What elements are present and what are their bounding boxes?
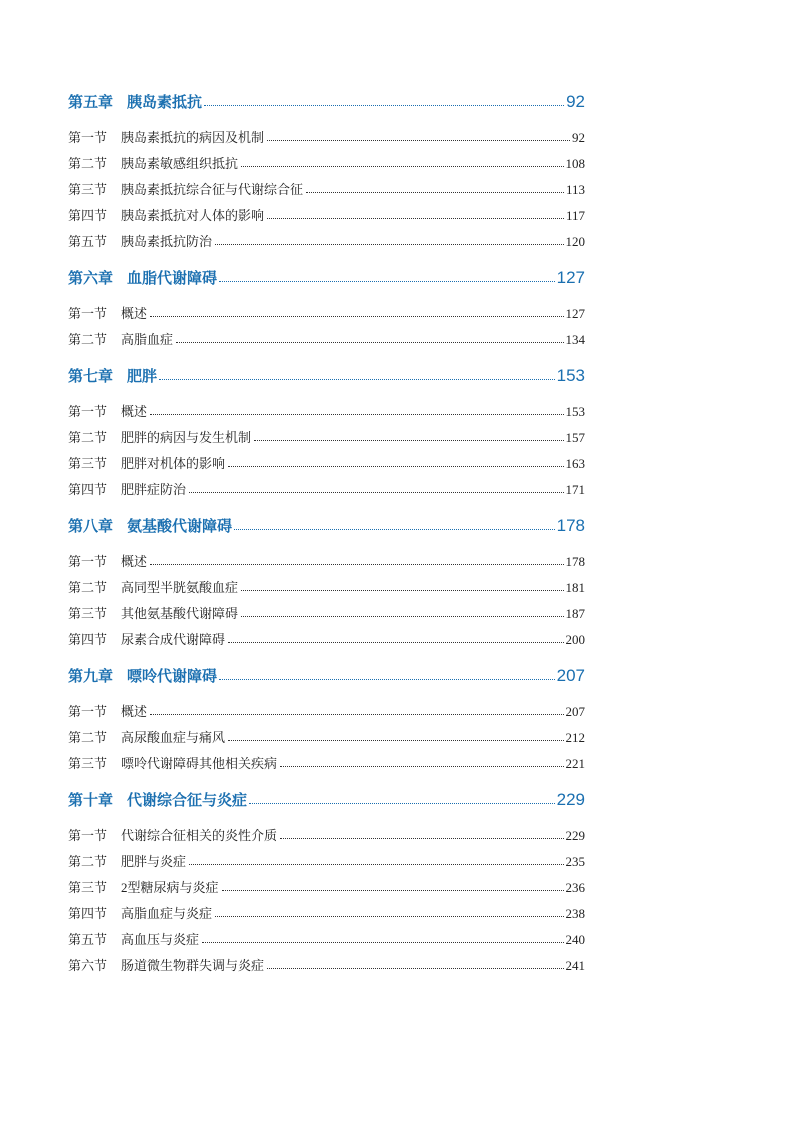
section-title: 代谢综合征相关的炎性介质 [121, 828, 278, 843]
section-page-number: 200 [565, 632, 585, 647]
dot-leader [267, 968, 563, 969]
section-number: 第一节 [68, 554, 108, 569]
dot-leader [228, 740, 563, 741]
chapter-title: 血脂代谢障碍 [127, 270, 218, 287]
section-page-number: 236 [565, 880, 585, 895]
section-entry[interactable] [68, 596, 585, 622]
section-entry[interactable] [68, 948, 585, 974]
section-page-number: 117 [565, 208, 585, 223]
dot-leader [280, 766, 563, 767]
section-entry[interactable] [68, 720, 585, 746]
section-page-number: 221 [565, 756, 585, 771]
section-entry[interactable] [68, 622, 585, 648]
dot-leader [189, 864, 563, 865]
section-entry[interactable] [68, 896, 585, 922]
section-entry[interactable] [68, 146, 585, 172]
dot-leader [150, 414, 563, 415]
section-number: 第二节 [68, 430, 108, 445]
dot-leader [249, 803, 555, 804]
section-page-number: 163 [565, 456, 585, 471]
chapter-block [68, 660, 585, 772]
section-number: 第一节 [68, 130, 108, 145]
section-title: 胰岛素抵抗的病因及机制 [121, 130, 265, 145]
dot-leader [150, 714, 563, 715]
dot-leader [267, 218, 564, 219]
dot-leader [219, 679, 555, 680]
section-entry[interactable] [68, 922, 585, 948]
dot-leader [215, 916, 563, 917]
section-entry[interactable] [68, 746, 585, 772]
dot-leader [215, 244, 563, 245]
section-page-number: 92 [572, 130, 585, 145]
section-page-number: 235 [565, 854, 585, 869]
section-number: 第四节 [68, 208, 108, 223]
section-page-number: 108 [565, 156, 585, 171]
section-title: 概述 [121, 306, 148, 321]
chapter-title: 胰岛素抵抗 [127, 94, 203, 111]
chapter-heading[interactable] [68, 784, 585, 810]
section-title: 概述 [121, 554, 148, 569]
chapter-title: 肥胖 [127, 368, 158, 385]
chapter-number: 第十章 [68, 792, 114, 809]
section-title: 尿素合成代谢障碍 [121, 632, 226, 647]
section-number: 第二节 [68, 332, 108, 347]
section-number: 第二节 [68, 580, 108, 595]
section-title: 肥胖对机体的影响 [121, 456, 226, 471]
chapter-heading[interactable] [68, 510, 585, 536]
chapter-number: 第七章 [68, 368, 114, 385]
section-entry[interactable] [68, 870, 585, 896]
section-entry[interactable] [68, 844, 585, 870]
section-page-number: 238 [565, 906, 585, 921]
chapter-page-number: 229 [556, 790, 585, 809]
section-title: 肥胖症防治 [121, 482, 187, 497]
dot-leader [228, 642, 563, 643]
section-page-number: 113 [565, 182, 585, 197]
section-number: 第二节 [68, 156, 108, 171]
section-entry[interactable] [68, 420, 585, 446]
section-title: 高同型半胱氨酸血症 [121, 580, 239, 595]
dot-leader [241, 616, 563, 617]
section-page-number: 240 [565, 932, 585, 947]
dot-leader [241, 166, 563, 167]
section-entry[interactable] [68, 818, 585, 844]
section-page-number: 207 [565, 704, 585, 719]
chapter-title: 代谢综合征与炎症 [127, 792, 248, 809]
chapter-heading[interactable] [68, 360, 585, 386]
table-of-contents [68, 86, 585, 986]
section-entry[interactable] [68, 570, 585, 596]
section-number: 第三节 [68, 456, 108, 471]
chapter-title: 嘌呤代谢障碍 [127, 668, 218, 685]
section-entry[interactable] [68, 694, 585, 720]
chapter-page-number: 178 [556, 516, 585, 535]
section-number: 第三节 [68, 880, 108, 895]
section-title: 胰岛素抵抗对人体的影响 [121, 208, 265, 223]
section-page-number: 157 [565, 430, 585, 445]
section-entry[interactable] [68, 120, 585, 146]
dot-leader [254, 440, 563, 441]
dot-leader [234, 529, 555, 530]
section-title: 高脂血症与炎症 [121, 906, 213, 921]
section-number: 第四节 [68, 482, 108, 497]
section-title: 肥胖与炎症 [121, 854, 187, 869]
section-page-number: 127 [565, 306, 585, 321]
dot-leader [306, 192, 564, 193]
section-title: 胰岛素敏感组织抵抗 [121, 156, 239, 171]
chapter-heading[interactable] [68, 660, 585, 686]
chapter-page-number: 127 [556, 268, 585, 287]
dot-leader [150, 316, 563, 317]
dot-leader [189, 492, 563, 493]
section-number: 第一节 [68, 704, 108, 719]
section-page-number: 212 [565, 730, 585, 745]
dot-leader [204, 105, 564, 106]
section-entry[interactable] [68, 472, 585, 498]
chapter-number: 第九章 [68, 668, 114, 685]
chapter-block [68, 86, 585, 250]
chapter-heading[interactable] [68, 262, 585, 288]
chapter-heading[interactable] [68, 86, 585, 112]
chapter-number: 第六章 [68, 270, 114, 287]
chapter-page-number: 153 [556, 366, 585, 385]
section-page-number: 120 [565, 234, 585, 249]
dot-leader [202, 942, 563, 943]
section-entry[interactable] [68, 394, 585, 420]
section-page-number: 229 [565, 828, 585, 843]
section-number: 第五节 [68, 932, 108, 947]
section-title: 高血压与炎症 [121, 932, 200, 947]
section-title: 肠道微生物群失调与炎症 [121, 958, 265, 973]
section-number: 第三节 [68, 182, 108, 197]
chapter-block [68, 784, 585, 974]
chapter-page-number: 92 [566, 92, 585, 111]
dot-leader [280, 838, 563, 839]
dot-leader [150, 564, 563, 565]
section-number: 第一节 [68, 828, 108, 843]
section-number: 第四节 [68, 632, 108, 647]
section-entry[interactable] [68, 446, 585, 472]
section-title: 概述 [121, 404, 148, 419]
dot-leader [241, 590, 563, 591]
section-title: 高尿酸血症与痛风 [121, 730, 226, 745]
dot-leader [222, 890, 564, 891]
chapter-title: 氨基酸代谢障碍 [127, 518, 233, 535]
section-number: 第三节 [68, 756, 108, 771]
section-title: 概述 [121, 704, 148, 719]
chapter-page-number: 207 [556, 666, 585, 685]
section-page-number: 187 [565, 606, 585, 621]
chapter-number: 第五章 [68, 94, 114, 111]
section-page-number: 134 [565, 332, 585, 347]
section-page-number: 181 [565, 580, 585, 595]
section-number: 第一节 [68, 404, 108, 419]
section-title: 嘌呤代谢障碍其他相关疾病 [121, 756, 278, 771]
section-page-number: 153 [565, 404, 585, 419]
dot-leader [219, 281, 555, 282]
section-title: 肥胖的病因与发生机制 [121, 430, 252, 445]
dot-leader [267, 140, 570, 141]
section-entry[interactable] [68, 296, 585, 322]
section-entry[interactable] [68, 544, 585, 570]
dot-leader [176, 342, 563, 343]
section-title: 高脂血症 [121, 332, 174, 347]
section-number: 第一节 [68, 306, 108, 321]
section-number: 第二节 [68, 854, 108, 869]
dot-leader [159, 379, 555, 380]
chapter-number: 第八章 [68, 518, 114, 535]
section-entry[interactable] [68, 322, 585, 348]
section-title: 胰岛素抵抗综合征与代谢综合征 [121, 182, 304, 197]
chapter-block [68, 510, 585, 648]
section-title: 其他氨基酸代谢障碍 [121, 606, 239, 621]
chapter-block [68, 262, 585, 348]
section-page-number: 178 [565, 554, 585, 569]
section-number: 第五节 [68, 234, 108, 249]
dot-leader [228, 466, 563, 467]
section-entry[interactable] [68, 198, 585, 224]
section-number: 第六节 [68, 958, 108, 973]
section-title: 2型糖尿病与炎症 [121, 880, 219, 895]
section-number: 第二节 [68, 730, 108, 745]
section-entry[interactable] [68, 224, 585, 250]
section-entry[interactable] [68, 172, 585, 198]
section-number: 第四节 [68, 906, 108, 921]
section-title: 胰岛素抵抗防治 [121, 234, 213, 249]
section-page-number: 171 [565, 482, 585, 497]
chapter-block [68, 360, 585, 498]
section-page-number: 241 [565, 958, 585, 973]
section-number: 第三节 [68, 606, 108, 621]
